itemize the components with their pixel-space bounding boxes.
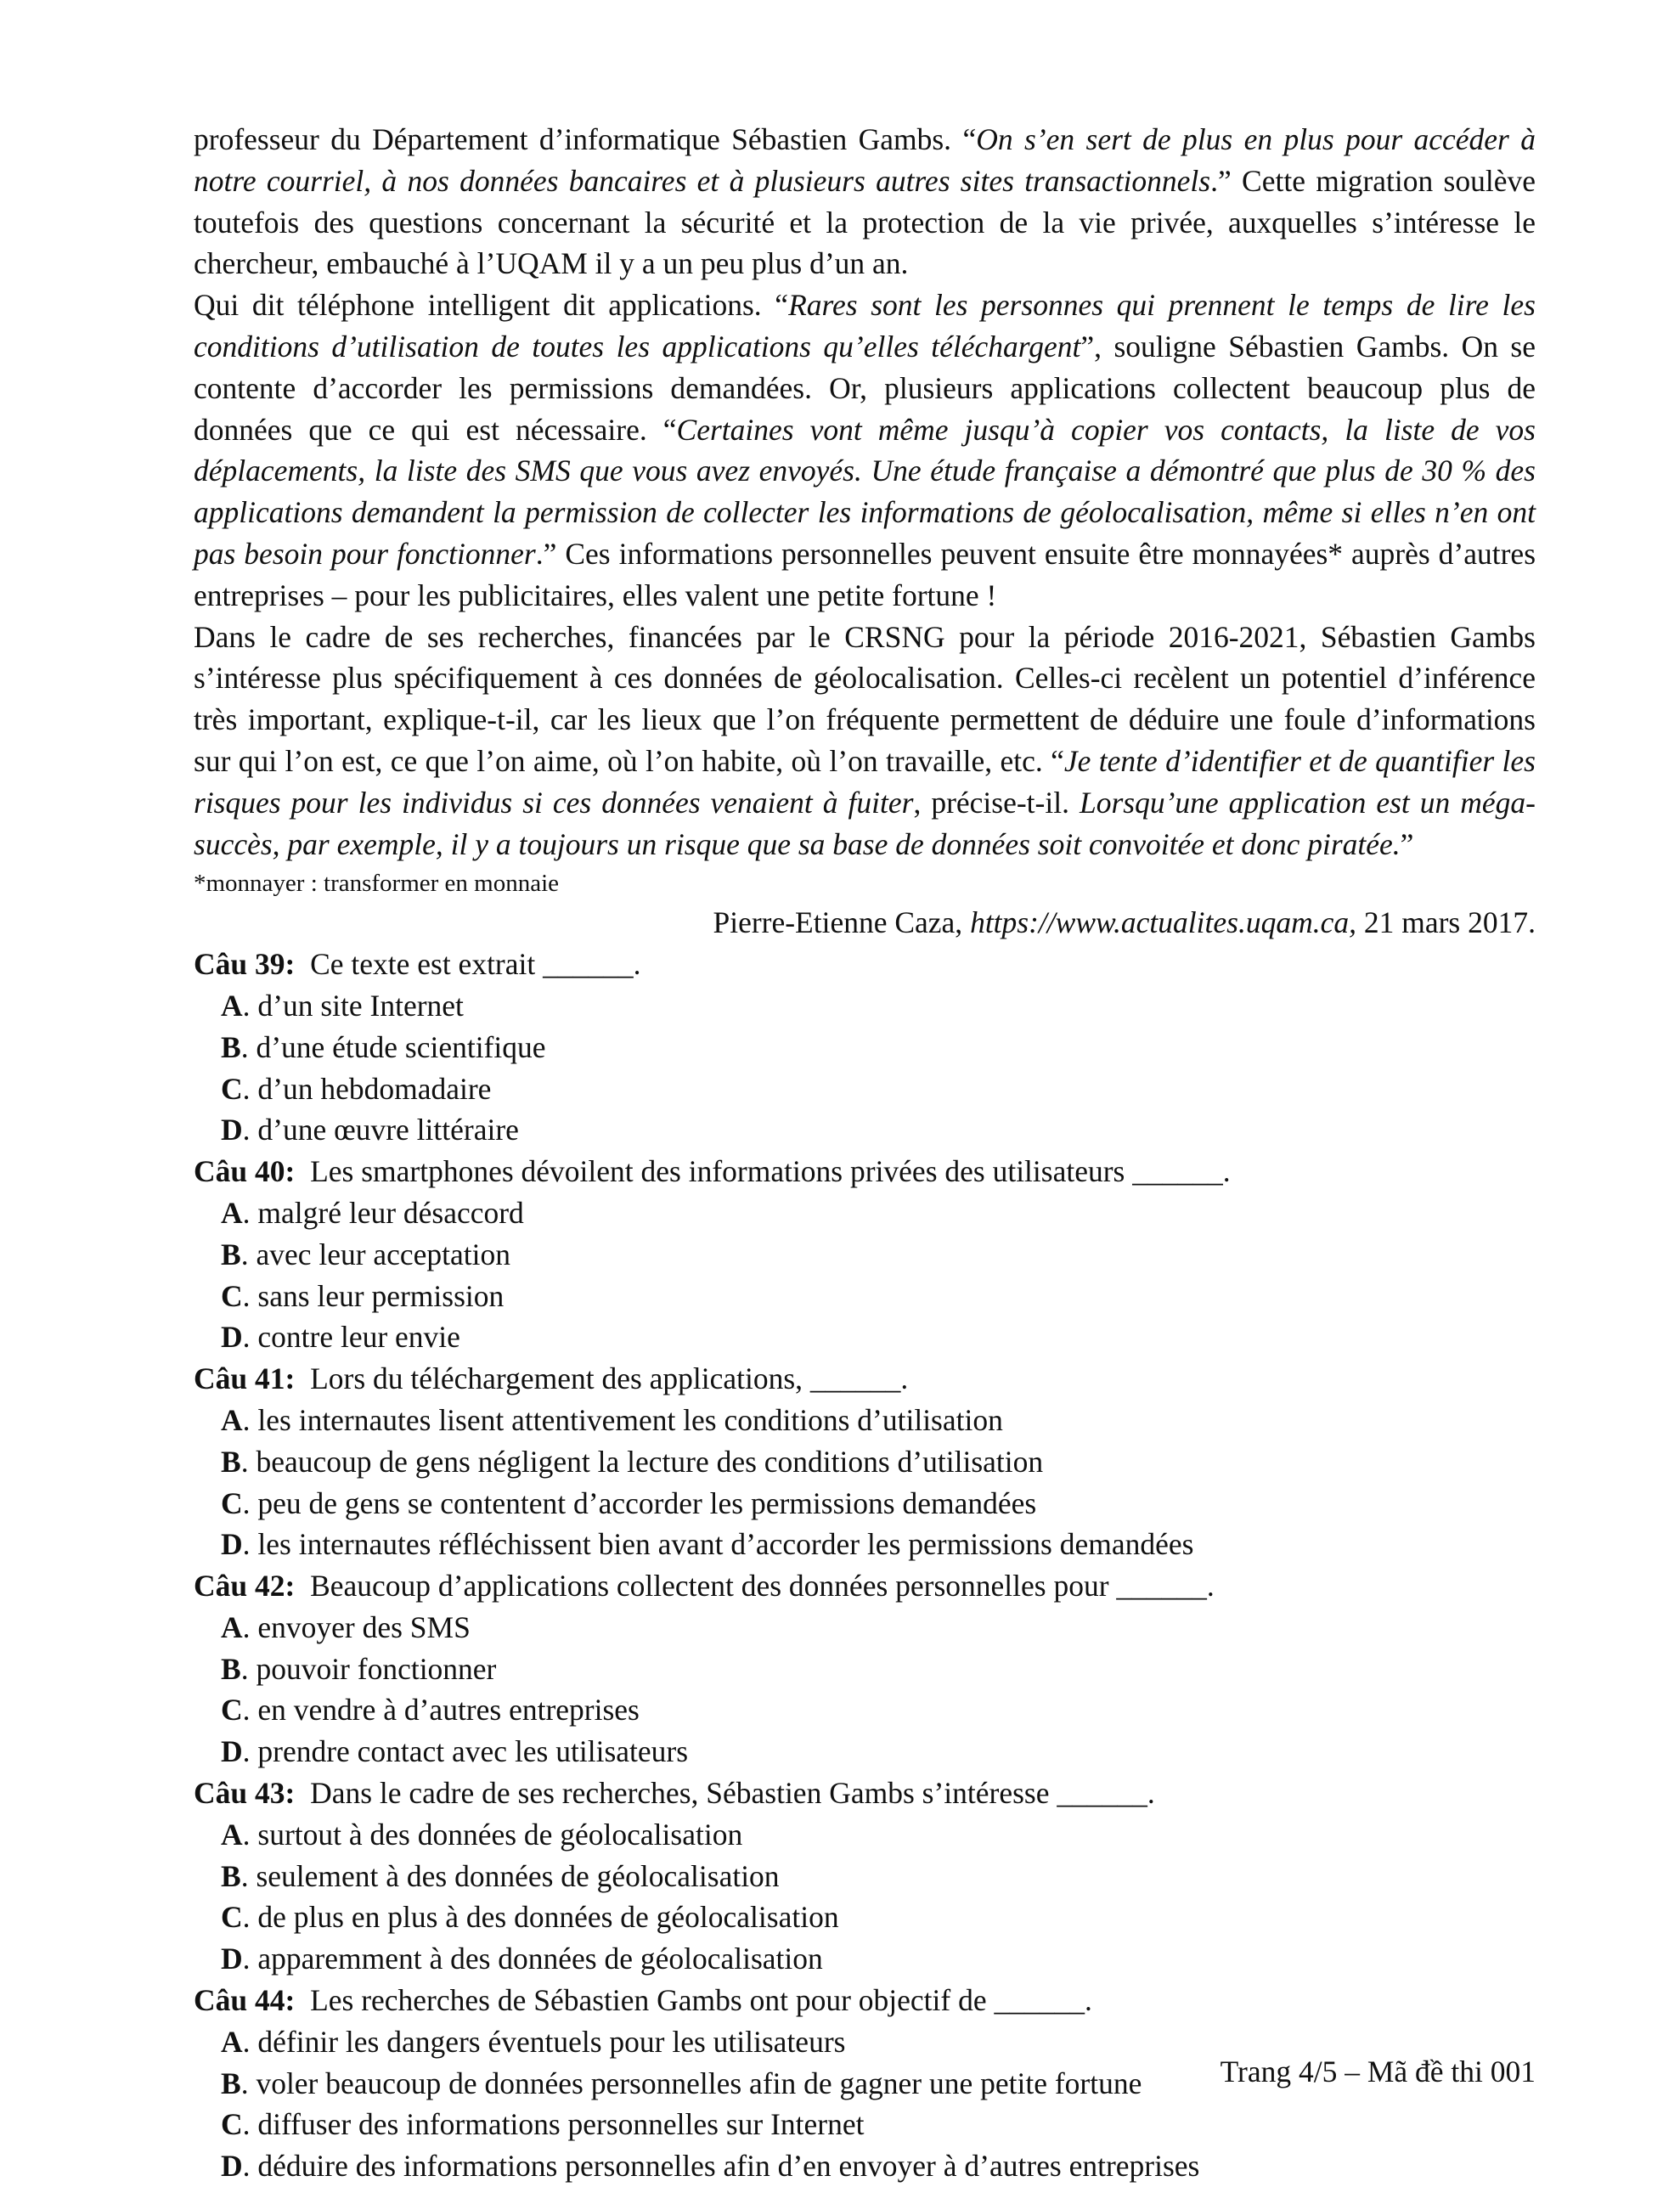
passage-paragraph-2 (194, 285, 1536, 616)
option-letter: A (221, 1817, 243, 1852)
answer-option[interactable]: B. pouvoir fonctionner (221, 1651, 497, 1686)
option-letter: A (221, 2024, 243, 2059)
question-text: Les smartphones dévoilent des informations privées des utilisateurs ______. (310, 1154, 1231, 1189)
option-letter: B (221, 1237, 241, 1271)
text-run: .” Ces informations personnelles peuvent ensuite être monnayées* auprès d’autres entreprises – pour les publicitaires, elles valent une petite fortune ! (194, 536, 1536, 612)
answer-option[interactable]: C. de plus en plus à des données de géolocalisation (221, 1900, 839, 1935)
text-run: , précise-t-il. (913, 785, 1080, 820)
option-letter: B (221, 1029, 241, 1064)
option-letter: D (221, 1734, 243, 1769)
option-text: d’un site Internet (257, 988, 464, 1023)
option-letter: D (221, 1527, 243, 1562)
question-number: Câu 41: (194, 1361, 296, 1396)
question-text: Ce texte est extrait ______. (310, 947, 641, 982)
option-text: sans leur permission (257, 1278, 505, 1313)
answer-option[interactable]: D. d’une œuvre littéraire (221, 1113, 519, 1147)
question-stem (194, 1980, 1536, 2021)
option-letter: C (221, 1693, 243, 1728)
option-text: contre leur envie (257, 1320, 460, 1355)
option-letter: C (221, 1071, 243, 1106)
answer-option[interactable]: C. d’un hebdomadaire (221, 1071, 492, 1106)
question-number: Câu 44: (194, 1983, 296, 2018)
answer-option[interactable]: D. prendre contact avec les utilisateurs (221, 1734, 689, 1769)
option-text: en vendre à d’autres entreprises (257, 1693, 640, 1728)
option-text: malgré leur désaccord (257, 1195, 524, 1230)
question-stem (194, 1151, 1536, 1192)
option-text: déduire des informations personnelles afin d’en envoyer à d’autres entreprises (257, 2149, 1200, 2184)
question-stem (194, 1773, 1536, 1814)
option-text: d’une œuvre littéraire (257, 1113, 519, 1147)
passage-paragraph-3 (194, 617, 1536, 865)
option-letter: C (221, 2107, 243, 2142)
answer-options (194, 2021, 1536, 2187)
option-letter: C (221, 1278, 243, 1313)
answer-option[interactable]: B. seulement à des données de géolocalisation (221, 1858, 780, 1893)
answer-option[interactable]: A. surtout à des données de géolocalisation (221, 1817, 743, 1852)
answer-options (194, 1814, 1536, 1980)
answer-options (194, 1607, 1536, 1773)
option-text: les internautes lisent attentivement les conditions d’utilisation (257, 1402, 1003, 1437)
option-letter: B (221, 2066, 241, 2100)
answer-option[interactable]: C. sans leur permission (221, 1278, 505, 1313)
option-letter: A (221, 1402, 243, 1437)
text-run: ” (1400, 826, 1414, 861)
answer-option[interactable]: C. peu de gens se contentent d’accorder les permissions demandées (221, 1485, 1037, 1520)
answer-option[interactable]: A. malgré leur désaccord (221, 1195, 524, 1230)
page-footer: Trang 4/5 – Mã đề thi 001 (1220, 2055, 1536, 2088)
option-text: diffuser des informations personnelles sur Internet (257, 2107, 865, 2142)
question-block (194, 1358, 1536, 1565)
option-letter: B (221, 1444, 241, 1479)
answer-option[interactable]: A. d’un site Internet (221, 988, 464, 1023)
passage-paragraph-1 (194, 119, 1536, 285)
question-number: Câu 39: (194, 947, 296, 982)
question-text: Lors du téléchargement des applications, ______. (310, 1361, 909, 1396)
question-block (194, 1151, 1536, 1358)
answer-option[interactable]: B. avec leur acceptation (221, 1237, 511, 1271)
option-text: de plus en plus à des données de géolocalisation (257, 1900, 839, 1935)
answer-option[interactable]: B. beaucoup de gens négligent la lecture des conditions d’utilisation (221, 1444, 1044, 1479)
question-stem (194, 1565, 1536, 1607)
option-text: voler beaucoup de données personnelles afin de gagner une petite fortune (256, 2066, 1142, 2100)
answer-options (194, 1400, 1536, 1565)
answer-option[interactable]: B. voler beaucoup de données personnelles afin de gagner une petite fortune (221, 2066, 1142, 2100)
option-text: beaucoup de gens négligent la lecture des conditions d’utilisation (256, 1444, 1044, 1479)
footnote: *monnayer : transformer en monnaie (194, 870, 560, 898)
answer-option[interactable]: A. les internautes lisent attentivement les conditions d’utilisation (221, 1402, 1003, 1437)
option-text: définir les dangers éventuels pour les utilisateurs (257, 2024, 846, 2059)
option-letter: B (221, 1858, 241, 1893)
text-run: professeur du Département d’informatique Sébastien Gambs. “ (194, 122, 977, 156)
option-text: avec leur acceptation (256, 1237, 511, 1271)
text-run: .” Cette migration soulève toutefois des questions concernant la sécurité et la protection de la vie privée, auxquelles s’intéresse le chercheur, embauché à l’UQAM il y a un peu plus d’un an. (194, 163, 1536, 281)
question-number: Câu 40: (194, 1154, 296, 1189)
option-text: apparemment à des données de géolocalisation (257, 1942, 823, 1976)
option-letter: A (221, 1195, 243, 1230)
quote-run: Rares sont les personnes qui prennent le temps de lire les conditions d’utilisation de toutes les applications qu’elles téléchargent (194, 288, 1536, 364)
question-number: Câu 43: (194, 1776, 296, 1811)
exam-page (194, 119, 1536, 2187)
question-number: Câu 42: (194, 1569, 296, 1604)
option-letter: D (221, 2149, 243, 2184)
option-text: d’une étude scientifique (256, 1029, 546, 1064)
text-run: Dans le cadre de ses recherches, financées par le CRSNG pour la période 2016-2021, Sébastien Gambs s’intéresse plus spécifiquement à ces données de géolocalisation. Celles-ci recèlent un potentiel d’inférence très important, explique-t-il, car les lieux que l’on fréquente permettent de déduire une foule d’informations sur qui l’on est, ce que l’on aime, où l’on habite, où l’on travaille, etc. “ (194, 619, 1536, 778)
answer-options (194, 1192, 1536, 1358)
question-block (194, 944, 1536, 1151)
answer-option[interactable]: C. diffuser des informations personnelles sur Internet (221, 2107, 865, 2142)
question-text: Beaucoup d’applications collectent des données personnelles pour ______. (310, 1569, 1215, 1604)
option-text: envoyer des SMS (257, 1609, 471, 1644)
option-letter: C (221, 1900, 243, 1935)
answer-option[interactable]: B. d’une étude scientifique (221, 1029, 546, 1064)
quote-run: Lorsqu’une application est un méga-succès, par exemple, il y a toujours un risque que sa base de données soit convoitée et donc piratée. (194, 785, 1536, 861)
option-text: seulement à des données de géolocalisation (256, 1858, 780, 1893)
question-text: Les recherches de Sébastien Gambs ont pour objectif de ______. (310, 1983, 1092, 2018)
option-letter: D (221, 1113, 243, 1147)
option-letter: B (221, 1651, 241, 1686)
question-stem (194, 1358, 1536, 1400)
answer-option[interactable]: D. apparemment à des données de géolocalisation (221, 1942, 823, 1976)
quote-run: Certaines vont même jusqu’à copier vos contacts, la liste de vos déplacements, la liste des SMS que vous avez envoyés. Une étude française a démontré que plus de 30 % des applications demandent la permission de collecter les informations de géolocalisation, même si elles n’en ont pas besoin pour fonctionner (194, 412, 1536, 571)
quote-run: On s’en sert de plus en plus pour accéder à notre courriel, à nos données bancaires et à plusieurs autres sites transactionnels (194, 122, 1536, 198)
question-block (194, 1565, 1536, 1773)
answer-option[interactable]: D. contre leur envie (221, 1320, 460, 1355)
text-run: Qui dit téléphone intelligent dit applications. “ (194, 288, 789, 323)
answer-option[interactable]: C. en vendre à d’autres entreprises (221, 1693, 640, 1728)
option-text: surtout à des données de géolocalisation (257, 1817, 743, 1852)
question-block (194, 1773, 1536, 1980)
option-letter: D (221, 1942, 243, 1976)
option-letter: C (221, 1485, 243, 1520)
option-letter: A (221, 1609, 243, 1644)
option-text: les internautes réfléchissent bien avant d’accorder les permissions demandées (257, 1527, 1194, 1562)
answer-option[interactable]: D. déduire des informations personnelles afin d’en envoyer à d’autres entreprises (221, 2149, 1200, 2184)
option-text: prendre contact avec les utilisateurs (257, 1734, 689, 1769)
option-text: d’un hebdomadaire (257, 1071, 492, 1106)
option-text: peu de gens se contentent d’accorder les permissions demandées (257, 1485, 1037, 1520)
question-stem (194, 944, 1536, 985)
text-run: ”, souligne Sébastien Gambs. On se contente d’accorder les permissions demandées. Or, plusieurs applications collectent beaucoup plus de données que ce qui est nécessaire. “ (194, 329, 1536, 447)
source-url: https://www.actualites.uqam.ca, (970, 905, 1356, 940)
quote-run: Je tente d’identifier et de quantifier les risques pour les individus si ces données venaient à fuiter (194, 743, 1536, 820)
answer-option[interactable]: D. les internautes réfléchissent bien avant d’accorder les permissions demandées (221, 1527, 1194, 1562)
option-text: pouvoir fonctionner (256, 1651, 497, 1686)
source-author: Pierre-Etienne Caza, (713, 905, 971, 940)
answer-options (194, 985, 1536, 1151)
question-list (194, 944, 1536, 2187)
option-letter: D (221, 1320, 243, 1355)
answer-option[interactable]: A. définir les dangers éventuels pour les utilisateurs (221, 2024, 846, 2059)
source-date: 21 mars 2017. (1356, 905, 1536, 940)
option-letter: A (221, 988, 243, 1023)
answer-option[interactable]: A. envoyer des SMS (221, 1609, 471, 1644)
question-text: Dans le cadre de ses recherches, Sébastien Gambs s’intéresse ______. (310, 1776, 1155, 1811)
source-citation (194, 902, 1536, 944)
